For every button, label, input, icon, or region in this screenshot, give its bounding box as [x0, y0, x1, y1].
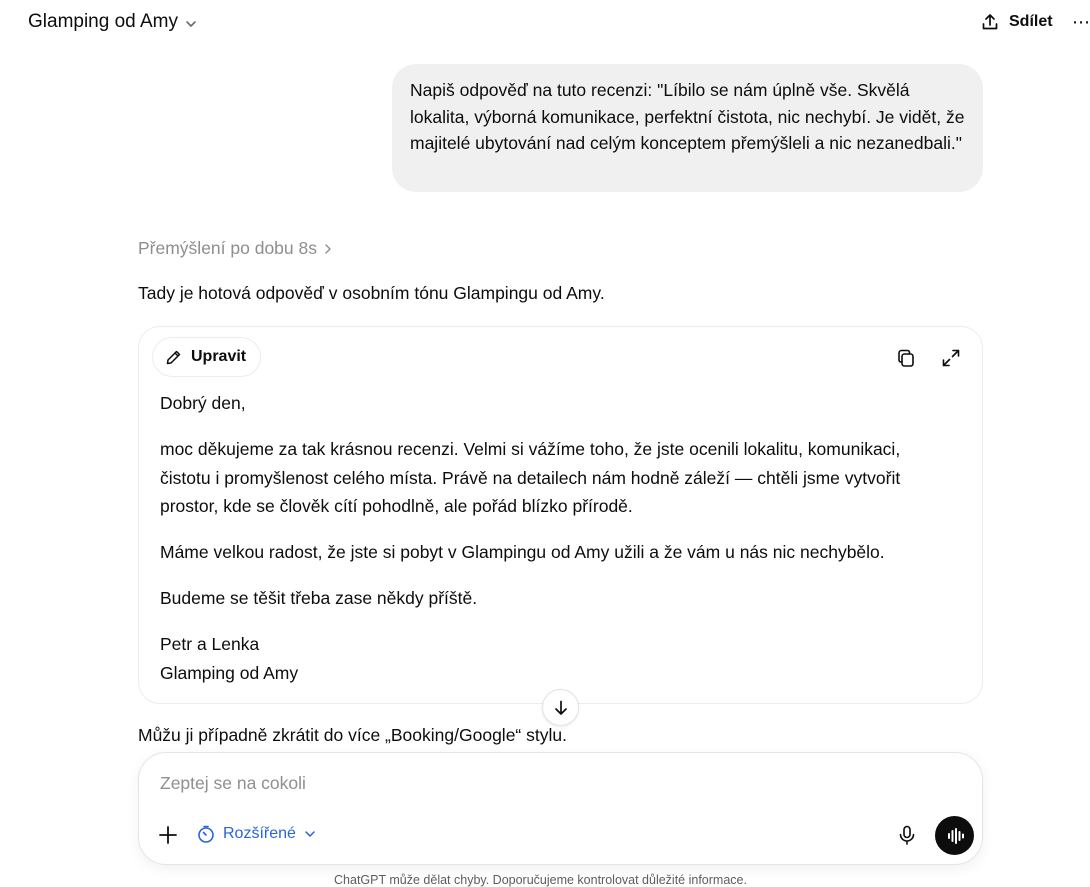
expand-icon[interactable]	[940, 347, 962, 369]
signature-line: Petr a Lenka	[160, 634, 260, 654]
disclaimer-text: ChatGPT může dělat chyby. Doporučujeme kontrolovat důležité informace.	[334, 873, 747, 887]
conversation-title: Glamping od Amy	[28, 11, 178, 32]
more-icon[interactable]: ⋯	[1072, 12, 1090, 32]
arrow-down-icon	[552, 699, 570, 717]
scroll-to-bottom-button[interactable]	[542, 689, 579, 726]
voice-mode-button[interactable]	[935, 816, 974, 855]
letter-paragraph: Máme velkou radost, že jste si pobyt v Glampingu od Amy užili a že vám u nás nic nechybělo.	[160, 542, 885, 562]
edit-button[interactable]	[152, 337, 261, 377]
timer-icon	[196, 824, 216, 844]
mode-selector[interactable]	[196, 824, 317, 844]
chevron-right-icon	[323, 243, 333, 255]
pencil-icon	[165, 348, 183, 366]
microphone-icon[interactable]	[896, 824, 918, 846]
top-bar	[0, 0, 1090, 46]
chevron-down-icon	[303, 827, 317, 841]
thinking-label: Přemýšlení po dobu 8s	[138, 238, 317, 258]
mode-label: Rozšířené	[223, 825, 296, 842]
letter-paragraph: Budeme se těšit třeba zase někdy příště.	[160, 588, 478, 608]
edit-label: Upravit	[191, 348, 247, 365]
assistant-followup-text: Můžu ji případně zkrátit do více „Booking/Google“ stylu.	[138, 725, 567, 745]
letter-paragraph: moc děkujeme za tak krásnou recenzi. Velmi si vážíme toho, že jste ocenili lokalitu, komunikaci, čistotu i promyšlenost celého místa. Právě na detailech nám hodně záleží — chtěli jsme vytvořit prostor, kde se člověk cítí pohodlně, ale pořád blízko přírodě.	[160, 439, 901, 516]
voice-waveform-icon	[945, 826, 965, 846]
thinking-toggle[interactable]	[138, 238, 333, 259]
signature-line: Glamping od Amy	[160, 662, 299, 683]
share-upload-icon	[980, 12, 1000, 32]
conversation-title-button[interactable]	[28, 11, 198, 33]
assistant-intro-text: Tady je hotová odpověď v osobním tónu Glampingu od Amy.	[138, 283, 605, 303]
copy-icon[interactable]	[895, 347, 917, 369]
canvas-card	[138, 326, 983, 704]
prompt-input[interactable]	[160, 771, 860, 795]
letter-greeting: Dobrý den,	[160, 393, 246, 413]
chevron-down-icon	[184, 17, 198, 31]
composer	[138, 752, 983, 865]
user-message-text: Napiš odpověď na tuto recenzi: "Líbilo se nám úplně vše. Skvělá lokalita, výborná komunikace, perfektní čistota, nic nechybí. Je vidět, že majitelé ubytování nad celým konceptem přemýšleli a nic nezanedbali."	[410, 80, 965, 153]
canvas-document[interactable]	[160, 389, 950, 687]
share-label: Sdílet	[1009, 13, 1053, 30]
user-message-bubble	[392, 64, 983, 192]
letter-signature	[160, 630, 950, 687]
plus-icon[interactable]	[157, 824, 179, 846]
share-button[interactable]	[980, 12, 1053, 32]
